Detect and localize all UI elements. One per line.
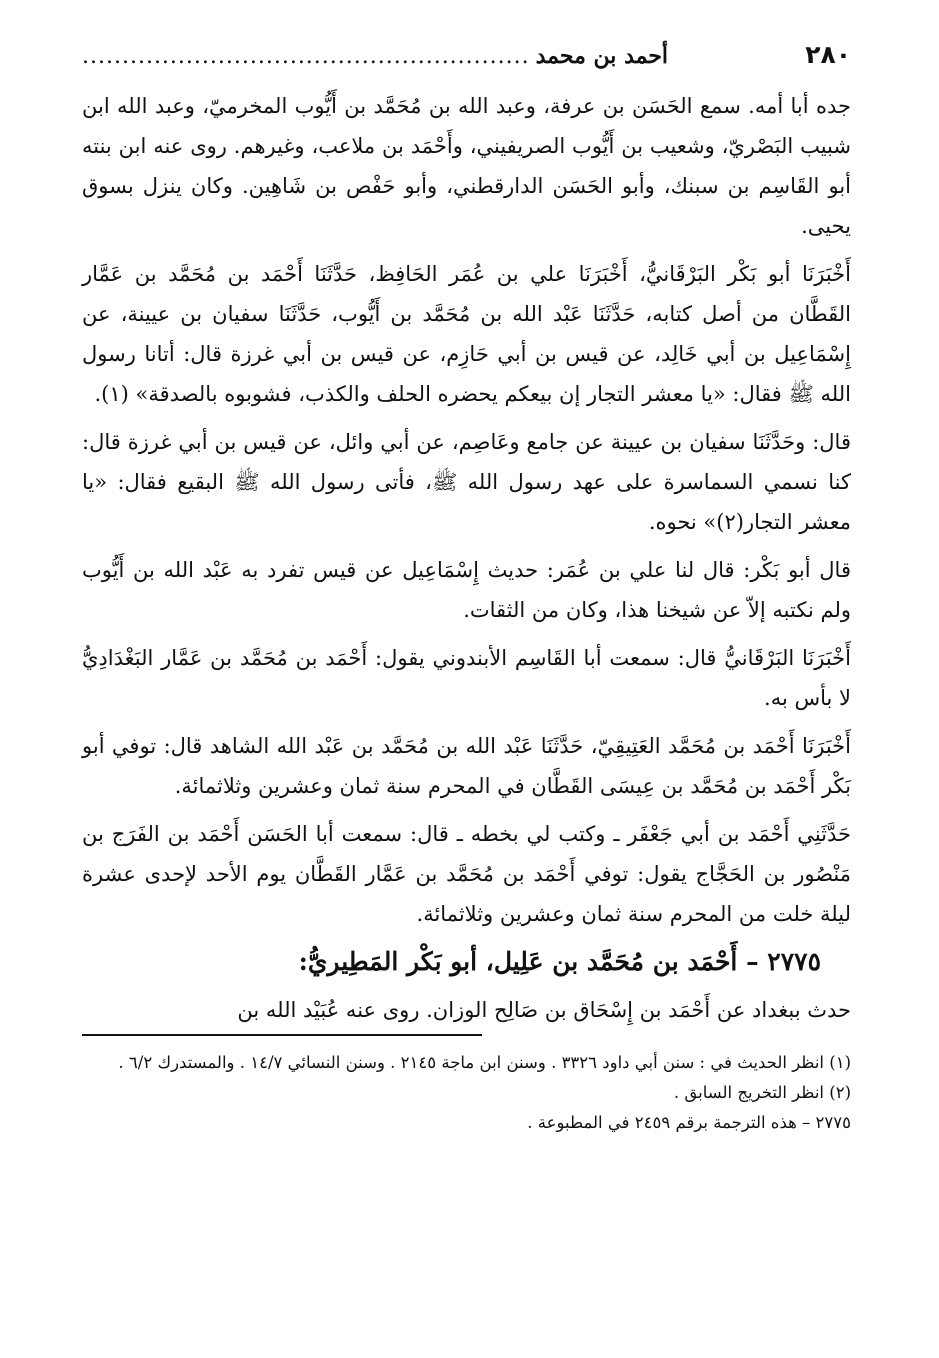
leader-dots: ........................................................	[82, 44, 530, 69]
footnote-1: (١) انظر الحديث في : سنن أبي داود ٣٣٢٦ . وسنن ابن ماجة ٢١٤٥ . وسنن النسائي ١٤/٧ . والمستدرك ٦/٢ .	[118, 1053, 851, 1072]
paragraph-5: أَخْبَرَنَا البَرْقَانيُّ قال: سمعت أبا القَاسِم الأبندوني يقول: أَحْمَد بن مُحَمَّد بن عَمَّار البَغْدَادِيُّ لا بأس به.	[82, 646, 851, 710]
footnote-2: (٢) انظر التخريج السابق .	[673, 1083, 851, 1102]
paragraph-1: جده أبا أمه. سمع الحَسَن بن عرفة، وعبد الله بن مُحَمَّد بن أَيُّوب المخرميّ، وعبد الله ابن شبيب البَصْريّ، وشعيب بن أَيُّوب الصريفيني، وأَحْمَد بن ملاعب، وغيرهم. روى عنه ابن بنته أبو القَاسِم بن سبنك، وأبو الحَسَن الدارقطني، وأبو حَفْص بن شَاهِين. وكان ينزل بسوق يحيى.	[82, 94, 851, 238]
page-header	[82, 40, 851, 86]
running-head	[82, 43, 668, 69]
paragraph-4: قال أبو بَكْر: قال لنا علي بن عُمَر: حديث إِسْمَاعِيل عن قيس تفرد به عَبْد الله بن أَيُّوب ولم نكتبه إلاّ عن شيخنا هذا، وكان من الثقات.	[82, 558, 851, 622]
entry-heading: ٢٧٧٥ – أَحْمَد بن مُحَمَّد بن عَلِيل، أبو بَكْر المَطِيريُّ:	[298, 947, 821, 976]
paragraph-2: أَخْبَرَنَا أبو بَكْر البَرْقَانيُّ، أَخْبَرَنَا علي بن عُمَر الحَافِظ، حَدَّثَنَا أَحْمَد بن مُحَمَّد بن عَمَّار القَطَّان من أصل كتابه، حَدَّثَنَا عَبْد الله بن مُحَمَّد بن أَيُّوب، حَدَّثَنَا سفيان بن عيينة، عن إِسْمَاعِيل بن أبي خَالِد، عن قيس بن أبي حَازِم، عن قيس بن أبي غرزة قال: أتانا رسول الله ﷺ فقال: «يا معشر التجار إن بيعكم يحضره الحلف والكذب، فشوبوه بالصدقة» (١).	[82, 262, 851, 406]
footnote-3: ٢٧٧٥ – هذه الترجمة برقم ٢٤٥٩ في المطبوعة .	[527, 1113, 851, 1132]
footnote-divider	[82, 1034, 482, 1036]
page-number: ٢٨٠	[805, 40, 851, 69]
paragraph-7: حَدَّثَنِي أَحْمَد بن أبي جَعْفَر ـ وكتب لي بخطه ـ قال: سمعت أبا الحَسَن أَحْمَد بن الفَرَج بن مَنْصُور بن الحَجَّاج يقول: توفي أَحْمَد بن مُحَمَّد بن عَمَّار القَطَّان يوم الأحد لإحدى عشرة ليلة خلت من المحرم سنة ثمان وعشرين وثلاثمائة.	[82, 822, 851, 926]
paragraph-3: قال: وحَدَّثَنَا سفيان بن عيينة عن جامع وعَاصِم، عن أبي وائل، عن قيس بن أبي غرزة قال: كنا نسمي السماسرة على عهد رسول الله ﷺ، فأتى رسول الله ﷺ البقيع فقال: «يا معشر التجار(٢)» نحوه.	[82, 430, 851, 534]
paragraph-6: أَخْبَرَنَا أَحْمَد بن مُحَمَّد العَتِيقِيّ، حَدَّثَنَا عَبْد الله بن مُحَمَّد بن عَبْد الله الشاهد قال: توفي أبو بَكْر أَحْمَد بن مُحَمَّد بن عِيسَى القَطَّان في المحرم سنة ثمان وعشرين وثلاثمائة.	[82, 734, 851, 798]
footnotes	[82, 1048, 851, 1138]
running-head-title: أحمد بن محمد	[535, 43, 669, 69]
entry-first-line: حدث ببغداد عن أَحْمَد بن إِسْحَاق بن صَالِح الوزان. روى عنه عُبَيْد الله بن	[237, 998, 851, 1022]
body-text	[82, 86, 851, 934]
